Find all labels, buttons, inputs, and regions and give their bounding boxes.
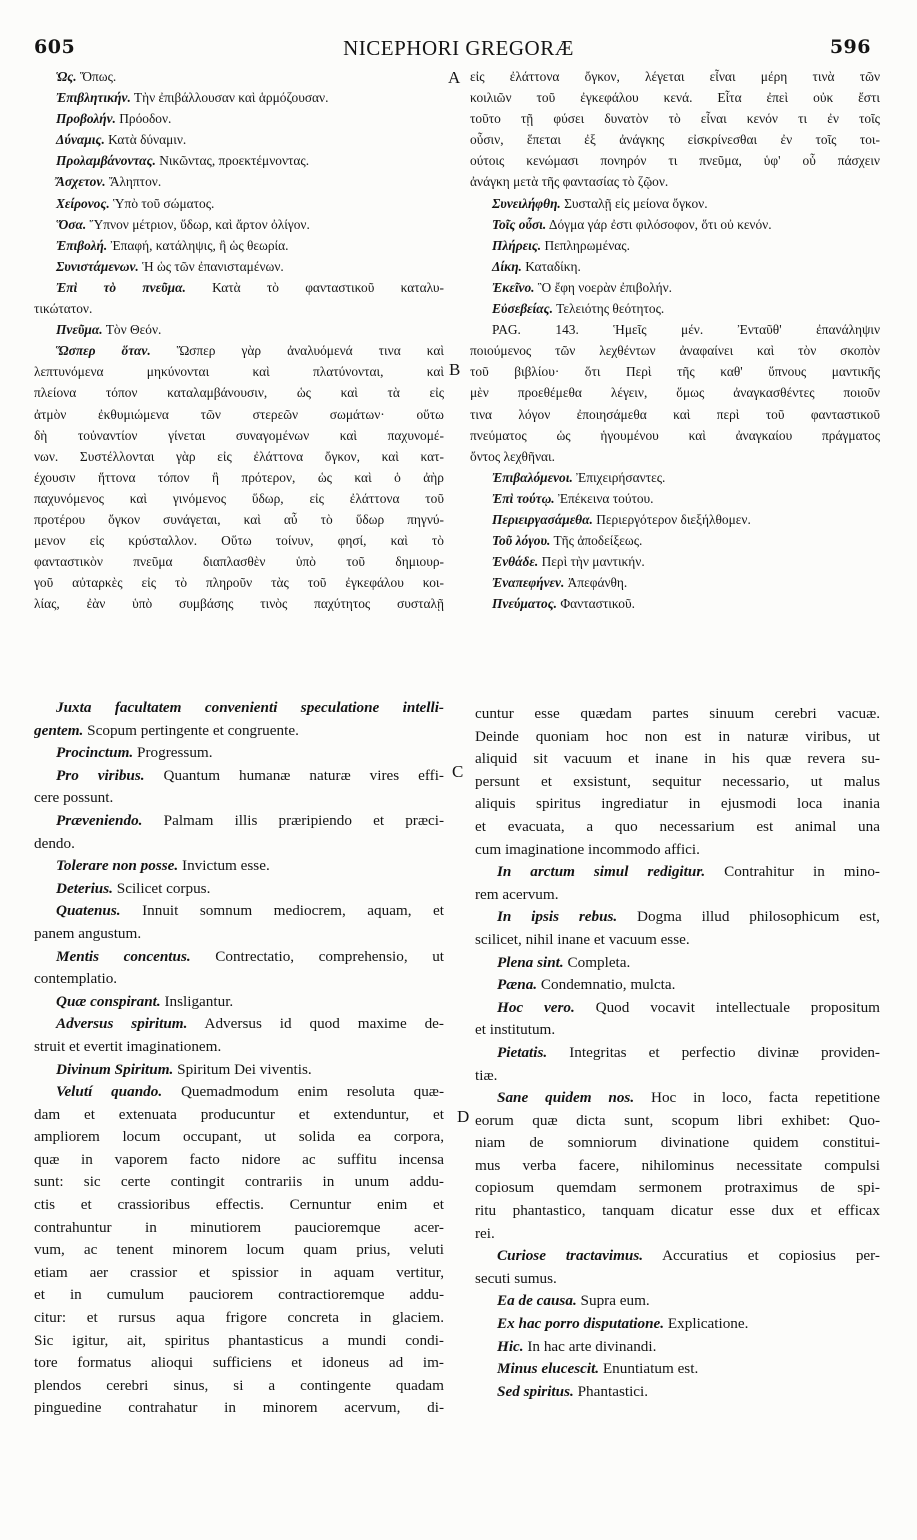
text-line — [34, 298, 444, 319]
line-text: panem angustum. — [34, 924, 142, 942]
text-line — [470, 256, 880, 277]
lemma: Πλήρεις. — [492, 237, 542, 253]
text-line — [470, 171, 880, 192]
text-line — [34, 878, 444, 901]
line-text: Sic igitur, ait, spiritus phantasticus a mundi condi- — [34, 1331, 444, 1349]
lemma: Ἐπὶ τούτῳ. — [492, 490, 555, 506]
line-text: Spiritum Dei viventis. — [173, 1060, 312, 1078]
text-line — [470, 66, 880, 87]
line-text: Ὥσπερ γὰρ ἀναλυόμενά τινα καὶ — [150, 343, 444, 359]
line-text: Quantum humanæ naturæ vires effi- — [144, 766, 444, 784]
line-text: Scopum pertingente et congruente. — [83, 721, 299, 739]
text-line — [34, 697, 444, 720]
text-line — [34, 1239, 444, 1262]
text-line — [34, 1262, 444, 1285]
line-text: Τῆς ἀποδείξεως. — [550, 533, 643, 549]
line-text: Κατὰ δύναμιν. — [104, 132, 187, 148]
line-text: πνεύματος ὡς ἡγουμένου καὶ ἀναγκαίου πράγματος — [470, 427, 880, 443]
text-line — [34, 1352, 444, 1375]
text-line — [34, 340, 444, 361]
lemma: Quatenus. — [56, 902, 121, 920]
line-text: contemplatio. — [34, 970, 118, 988]
text-line — [34, 1126, 444, 1149]
line-text: In hac arte divinandi. — [523, 1337, 657, 1355]
line-text: Πεπληρωμένας. — [541, 237, 630, 253]
line-text: Insligantur. — [160, 992, 234, 1010]
text-line — [34, 488, 444, 509]
text-line — [34, 900, 444, 923]
text-line — [34, 277, 444, 298]
line-text: ampliorem locum occupant, ut solida ea corpora, — [34, 1128, 444, 1146]
line-text: προτέρου ὄγκον συνάγεται, καὶ αὖ τὸ ὕδωρ πηγνύ- — [34, 511, 444, 527]
margin-marker-d: D — [457, 1107, 470, 1126]
text-line — [470, 129, 880, 150]
text-line — [34, 382, 444, 403]
text-line — [470, 593, 880, 614]
line-text: Progressum. — [133, 744, 213, 762]
text-line — [475, 861, 880, 884]
line-text: pinguedine contrahatur in minorem acervum, di- — [34, 1399, 444, 1417]
line-text: Invictum esse. — [178, 857, 270, 875]
text-line — [34, 108, 444, 129]
lemma: Pro viribus. — [56, 766, 145, 784]
text-line — [475, 1110, 880, 1133]
text-line — [34, 572, 444, 593]
lemma: Præveniendo. — [56, 811, 143, 829]
line-text: persunt et exsistunt, sequitur necessario, ut malus — [475, 772, 880, 790]
text-line — [475, 1336, 880, 1359]
line-text: contrahuntur in minutiorem paucioremque acer- — [34, 1218, 444, 1236]
line-text: Τελειότης θεότητος. — [553, 301, 665, 317]
line-text: μὲν προεθέμεθα λέγειν, ὅμως ἀναγκασθέντες ποιοῦν — [470, 385, 880, 401]
greek-column-left — [34, 66, 444, 614]
text-line — [34, 855, 444, 878]
text-line — [34, 1036, 444, 1059]
latin-column-left — [34, 697, 444, 1420]
line-text: Quemadmodum enim resoluta quæ- — [162, 1083, 444, 1101]
lemma: Quæ conspirant. — [56, 992, 161, 1010]
line-text: cere possunt. — [34, 789, 114, 807]
text-line — [470, 530, 880, 551]
line-text: Supra eum. — [576, 1292, 650, 1310]
lemma: Juxta facultatem convenienti speculatione intelli- — [56, 699, 444, 716]
text-line — [34, 765, 444, 788]
text-line — [475, 726, 880, 749]
text-line — [470, 404, 880, 425]
text-line — [475, 1042, 880, 1065]
lemma: Tolerare non posse. — [56, 857, 179, 875]
line-text: νων. Συστέλλονται γὰρ εἰς ἐλάττονα ὄγκον, καὶ κατ- — [34, 448, 444, 464]
lemma: Δίκη. — [492, 258, 522, 274]
line-text: et institutum. — [475, 1021, 556, 1039]
text-line — [470, 108, 880, 129]
lemma: Πνεύματος. — [492, 596, 558, 612]
line-text: PAG. 143. Ἡμεῖς μέν. Ἐνταῦθ' ἐπανάληψιν — [492, 322, 880, 338]
line-text: eorum quæ dicta sunt, scopum libri exhibet: Quo- — [475, 1111, 880, 1129]
text-line — [34, 1149, 444, 1172]
text-line — [475, 929, 880, 952]
line-text: Ἄληπτον. — [105, 174, 162, 190]
lemma: Pietatis. — [497, 1043, 548, 1061]
line-text: Τὴν ἐπιβάλλουσαν καὶ ἁρμόζουσαν. — [130, 90, 329, 106]
line-text: Συσταλῇ εἰς μείονα ὄγκον. — [560, 195, 708, 211]
line-text: et evacuata, a quo necessarium est animal una — [475, 817, 880, 835]
text-line — [34, 214, 444, 235]
text-line — [470, 319, 880, 340]
lemma: Hic. — [497, 1337, 524, 1355]
lemma: Συνειλήφθη. — [492, 195, 561, 211]
text-line — [470, 361, 880, 382]
line-text: φανταστικὸν πνεῦμα διαπλασθὲν ὑπὸ τοῦ δημιουρ- — [34, 554, 444, 570]
line-text: Τὸν Θεόν. — [102, 322, 162, 338]
text-line — [34, 193, 444, 214]
line-text: Περὶ τὴν μαντικήν. — [538, 554, 645, 570]
line-text: plendos cerebri sinus, si a contingente quadam — [34, 1376, 444, 1394]
text-line — [475, 1132, 880, 1155]
text-line — [34, 1104, 444, 1127]
text-line — [475, 1087, 880, 1110]
text-line — [470, 340, 880, 361]
line-text: copiosum quemdam sermonem protraximus de spi- — [475, 1179, 880, 1197]
line-text: ritu phantastico, tanquam dicatur esse dux et efficax — [475, 1202, 880, 1220]
page-number-left: 605 — [34, 36, 76, 58]
text-line — [475, 793, 880, 816]
line-text: Hoc in loco, facta repetitione — [634, 1089, 880, 1107]
lemma: gentem. — [34, 721, 84, 739]
text-line — [470, 467, 880, 488]
line-text: niam de somniorum divinatione quidem constitui- — [475, 1134, 880, 1152]
text-line — [475, 1290, 880, 1313]
text-line — [34, 833, 444, 856]
line-text: Πρόοδον. — [115, 111, 172, 127]
lemma: Procinctum. — [56, 744, 134, 762]
text-line — [475, 1313, 880, 1336]
lemma: Πνεῦμα. — [56, 322, 103, 338]
lemma: Ὅσα. — [56, 216, 87, 232]
text-line — [34, 991, 444, 1014]
line-text: τοῦτο τῇ φύσει δυνατὸν τὸ εἶναι κενόν τι ἐν τοῖς — [470, 111, 880, 127]
text-line — [475, 703, 880, 726]
line-text: cum imaginatione incommodo affici. — [475, 840, 700, 858]
line-text: vum, ac tenent minorem locum quam prius, veluti — [34, 1241, 444, 1259]
lemma: Pæna. — [497, 976, 538, 994]
text-line — [34, 742, 444, 765]
line-text: struit et evertit imaginationem. — [34, 1037, 222, 1055]
text-line — [470, 509, 880, 530]
text-line — [34, 171, 444, 192]
text-line — [470, 488, 880, 509]
line-text: λίας, ἐὰν ὑπὸ συμβάσης τινὸς παχύτητος συσταλῇ — [34, 596, 444, 612]
lemma: Χείρονος. — [56, 195, 110, 211]
line-text: κοιλιῶν τοῦ ἐγκεφάλου κενά. Εἶτα ἐπεὶ οὐκ ἔστι — [470, 90, 880, 106]
text-line — [475, 748, 880, 771]
latin-column-right — [475, 703, 880, 1403]
lemma: Divinum Spiritum. — [56, 1060, 174, 1078]
line-text: Κατὰ τὸ φανταστικοῦ καταλυ- — [185, 279, 444, 295]
line-text: Quod vocavit intellectuale propositum — [574, 998, 880, 1016]
line-text: Ὕπνον μέτριον, ὕδωρ, καὶ ἄρτον ὀλίγον. — [86, 216, 310, 232]
lemma: Ἐπιβλητικήν. — [56, 90, 131, 106]
line-text: ctis et crassioribus effectis. Cernuntur enim et — [34, 1196, 444, 1214]
greek-column-right — [470, 66, 880, 614]
line-text: rem acervum. — [475, 885, 559, 903]
text-line — [34, 946, 444, 969]
text-line — [34, 551, 444, 572]
text-line — [475, 997, 880, 1020]
line-text: Adversus id quod maxime de- — [187, 1015, 444, 1033]
lemma: In arctum simul redigitur. — [497, 863, 706, 881]
line-text: Contrectatio, comprehensio, ut — [190, 947, 444, 965]
lemma: Ex hac porro disputatione. — [497, 1315, 665, 1333]
lemma: Minus elucescit. — [497, 1360, 600, 1378]
text-line — [475, 1019, 880, 1042]
text-line — [34, 509, 444, 530]
text-line — [470, 425, 880, 446]
line-text: τινα λόγον ἐποιησάμεθα καὶ περὶ τοῦ φανταστικοῦ — [470, 406, 880, 422]
line-text: ὄντος λεχθῆναι. — [470, 448, 555, 464]
text-line — [34, 467, 444, 488]
lemma: Hoc vero. — [497, 998, 575, 1016]
line-text: Explicatione. — [664, 1315, 749, 1333]
text-line — [34, 787, 444, 810]
lemma: Ἐναπεφήνεν. — [492, 575, 565, 591]
text-line — [34, 446, 444, 467]
lemma: Ἐκεῖνο. — [492, 279, 535, 295]
running-title: NICEPHORI GREGORÆ — [343, 36, 574, 60]
text-line — [475, 1245, 880, 1268]
line-text: dendo. — [34, 834, 75, 852]
line-text: έχουσιν ἥττονα τόπον ἢ πρότερον, ὡς καὶ ὁ ἀὴρ — [34, 469, 444, 485]
text-line — [470, 298, 880, 319]
lemma: Adversus spiritum. — [56, 1015, 188, 1033]
text-line — [34, 1217, 444, 1240]
text-line — [34, 1013, 444, 1036]
line-text: Ἐπαφή, κατάληψις, ἢ ὡς θεωρία. — [107, 237, 289, 253]
line-text: ποιούμενος τῶν λεχθέντων ἀναφαίνει καὶ τὸν σκοπὸν — [470, 343, 880, 359]
text-line — [475, 1200, 880, 1223]
line-text: Ἐπέκεινα τούτου. — [554, 490, 654, 506]
text-line — [34, 1330, 444, 1353]
line-text: τικώτατον. — [34, 301, 93, 317]
text-line — [470, 214, 880, 235]
line-text: tore formatus alioqui sufficiens et idoneus ad im- — [34, 1354, 444, 1372]
lemma: Ἄσχετον. — [56, 174, 106, 190]
text-line — [475, 906, 880, 929]
text-line — [34, 235, 444, 256]
lemma: Ea de causa. — [497, 1292, 577, 1310]
lemma: Προλαμβάνοντας. — [56, 153, 156, 169]
text-line — [34, 720, 444, 743]
line-text: Δόγμα γάρ ἐστι φιλόσοφον, ὅτι οὐ κενόν. — [546, 216, 772, 232]
line-text: Scilicet corpus. — [112, 879, 211, 897]
text-line — [475, 1155, 880, 1178]
page-number-right: 596 — [829, 36, 871, 58]
line-text: aliquis spiritus ingrediatur in ejusmodi loca inania — [475, 795, 880, 813]
line-text: παχυνόμενος καὶ γινόμενος ὕδωρ, εἰς ἐλάττονα τοῦ — [34, 490, 444, 506]
text-line — [34, 66, 444, 87]
text-line — [470, 193, 880, 214]
text-line — [34, 256, 444, 277]
text-line — [470, 277, 880, 298]
line-text: etiam aer crassior et spissior in aquam vertitur, — [34, 1263, 444, 1281]
text-line — [34, 1284, 444, 1307]
line-text: Ἡ ὡς τῶν ἐπανισταμένων. — [138, 258, 284, 274]
line-text: Accuratius et copiosius per- — [643, 1247, 880, 1265]
text-line — [34, 87, 444, 108]
text-line — [475, 771, 880, 794]
lemma: Plena sint. — [497, 953, 564, 971]
text-line — [470, 382, 880, 403]
line-text: Ἀπεφάνθη. — [564, 575, 628, 591]
text-line — [34, 530, 444, 551]
text-line — [34, 425, 444, 446]
text-line — [475, 1065, 880, 1088]
text-line — [475, 1177, 880, 1200]
lemma: Mentis concentus. — [56, 947, 191, 965]
line-text: dam et extenuata producuntur et extenduntur, et — [34, 1105, 444, 1123]
line-text: Νικῶντας, προεκτέμνοντας. — [155, 153, 310, 169]
text-line — [470, 150, 880, 171]
line-text: cuntur esse quædam partes sinuum cerebri vacuæ. — [475, 705, 880, 722]
text-line — [470, 87, 880, 108]
margin-marker-c: C — [452, 762, 464, 781]
line-text: ἀτμὸν ἐκθυμιώμενα τῶν στερεῶν σωμάτων· οὕτω — [34, 406, 444, 422]
margin-marker-a: A — [448, 68, 461, 87]
lemma: Ἐπιβαλόμενοι. — [492, 469, 573, 485]
line-text: Enuntiatum est. — [599, 1360, 699, 1378]
line-text: Integritas et perfectio divinæ providen- — [547, 1043, 880, 1061]
line-text: δὴ τοὐναντίον γίνεται συναγομένων καὶ παχυνομέ- — [34, 427, 444, 443]
line-text: citur: et rursus aqua frigore concreta in glaciem. — [34, 1309, 444, 1327]
lemma: Τοῦ λόγου. — [492, 533, 551, 549]
lemma: Εὐσεβείας. — [492, 301, 553, 317]
line-text: mus verba facere, nihilominus necessitate compulsi — [475, 1156, 880, 1174]
text-line — [470, 446, 880, 467]
text-line — [34, 1307, 444, 1330]
line-text: Ὅπως. — [76, 69, 117, 84]
text-line — [34, 810, 444, 833]
line-text: μενον εἰς κρύσταλλον. Οὕτω τοίνυν, φησί, καὶ τὸ — [34, 533, 444, 549]
lemma: Περιειργασάμεθα. — [492, 511, 593, 527]
text-line — [475, 1268, 880, 1291]
line-text: scilicet, nihil inane et vacuum esse. — [475, 930, 690, 948]
lemma: Δύναμις. — [56, 132, 105, 148]
lemma: Συνιστάμενων. — [56, 258, 139, 274]
text-line — [34, 593, 444, 614]
text-line — [34, 1171, 444, 1194]
line-text: tiæ. — [475, 1066, 498, 1084]
line-text: Contrahitur in mino- — [705, 863, 880, 881]
text-line — [34, 1375, 444, 1398]
text-line — [34, 1059, 444, 1082]
text-line — [34, 1081, 444, 1104]
line-text: Ὃ ἔφη νοερὰν ἐπιβολήν. — [534, 279, 673, 295]
text-line — [34, 150, 444, 171]
text-line — [34, 1194, 444, 1217]
line-text: rei. — [475, 1224, 495, 1242]
line-text: Καταδίκη. — [521, 258, 581, 274]
line-text: Περιεργότερον διεξήλθομεν. — [592, 511, 751, 527]
lemma: Τοῖς οὖσι. — [492, 216, 547, 232]
text-line — [475, 839, 880, 862]
line-text: sunt: sic certe contingit contrariis in unum addu- — [34, 1173, 444, 1191]
line-text: Innuit somnum mediocrem, aquam, et — [120, 902, 444, 920]
line-text: Dogma illud philosophicum est, — [617, 908, 880, 926]
text-line — [34, 923, 444, 946]
line-text: Ἐπιχειρήσαντες. — [572, 469, 666, 485]
line-text: secuti sumus. — [475, 1269, 557, 1287]
text-line — [34, 319, 444, 340]
text-line — [475, 1381, 880, 1404]
text-line — [470, 572, 880, 593]
line-text: εἰς ἐλάττονα ὄγκον, λέγεται εἶναι μέρη τινὰ τῶν — [470, 69, 880, 84]
lemma: Ὡς. — [56, 69, 77, 84]
text-line — [34, 361, 444, 382]
text-line — [475, 974, 880, 997]
text-line — [475, 1358, 880, 1381]
line-text: Phantastici. — [573, 1382, 649, 1400]
line-text: Palmam illis præripiendo et præci- — [142, 811, 444, 829]
text-line — [470, 551, 880, 572]
line-text: ούτοις κενώμασι πονηρόν τι πνεῦμα, ὑφ' οὗ πάσχειν — [470, 153, 880, 169]
line-text: πλείονα τόπον καταλαμβάνουσιν, ὡς καὶ τὰ εἰς — [34, 385, 444, 401]
line-text: ἀνάγκη μετὰ τῆς φαντασίας τὸ ζῷον. — [470, 174, 669, 190]
lemma: Ἐπὶ τὸ πνεῦμα. — [56, 279, 186, 295]
text-line — [34, 404, 444, 425]
line-text: οὖσιν, ἕπεται ἐξ ἀνάγκης εἰσκρίνεσθαι ἐν τοῖς τοι- — [470, 132, 880, 148]
lemma: Ὥσπερ ὅταν. — [56, 343, 151, 359]
lemma: Sane quidem nos. — [497, 1089, 635, 1107]
text-line — [475, 884, 880, 907]
line-text: Φανταστικοῦ. — [557, 596, 635, 612]
line-text: τοῦ βιβλίου· ὅτι Περὶ τῆς καθ' ὕπνους μαντικῆς — [470, 364, 880, 380]
lemma: Deterius. — [56, 879, 113, 897]
lemma: Velutí quando. — [56, 1083, 163, 1101]
margin-marker-b: B — [449, 360, 461, 379]
lemma: Ἐνθάδε. — [492, 554, 539, 570]
line-text: Deinde quoniam hoc non est in naturæ viribus, ut — [475, 727, 880, 745]
lemma: Ἐπιβολή. — [56, 237, 108, 253]
line-text: quæ in vaporem facto nidore ac suffitu incensa — [34, 1150, 444, 1168]
lemma: Sed spiritus. — [497, 1382, 574, 1400]
lemma: Curiose tractavimus. — [497, 1247, 644, 1265]
text-line — [475, 1223, 880, 1246]
line-text: Ὑπὸ τοῦ σώματος. — [109, 195, 215, 211]
line-text: Completa. — [563, 953, 631, 971]
line-text: λεπτυνόμενα μηκύνονται καὶ πλατύνονται, καὶ — [34, 364, 444, 380]
line-text: γοῦ αὐταρκὲς εἰς τὸ πληροῦν τὰς τοῦ ἐγκεφάλου κοι- — [34, 575, 444, 591]
text-line — [475, 952, 880, 975]
text-line — [475, 816, 880, 839]
text-line — [34, 1397, 444, 1420]
line-text: et in cumulum pauciorem contractioremque addu- — [34, 1286, 444, 1304]
text-line — [34, 968, 444, 991]
line-text: Condemnatio, mulcta. — [537, 976, 676, 994]
lemma: Προβολήν. — [56, 111, 116, 127]
line-text: aliquid sit vacuum et inane in his quæ revera su- — [475, 750, 880, 768]
lemma: In ipsis rebus. — [497, 908, 618, 926]
text-line — [34, 129, 444, 150]
text-line — [470, 235, 880, 256]
